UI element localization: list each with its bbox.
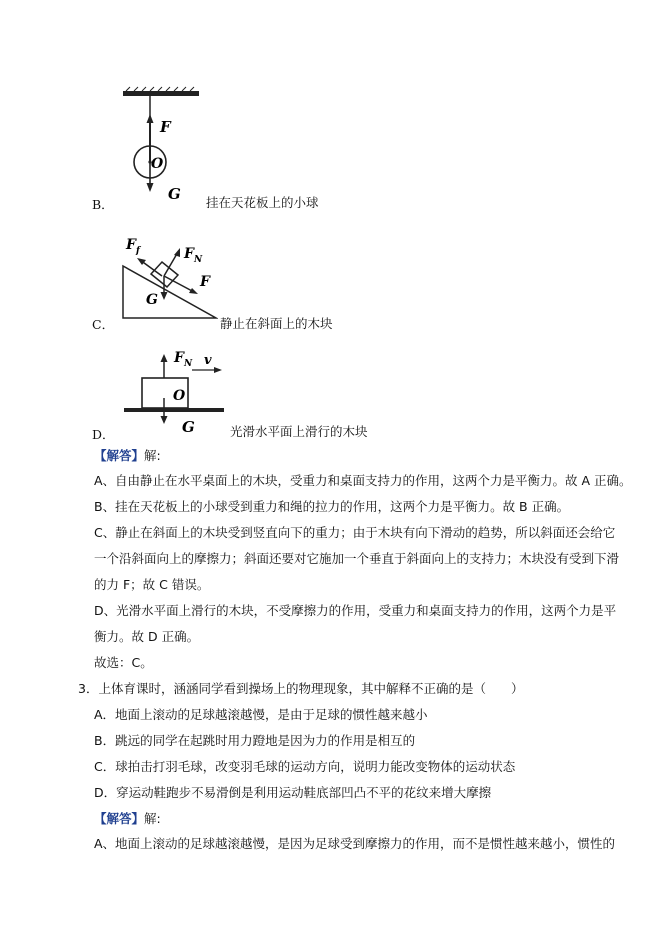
label-G: G bbox=[182, 418, 195, 434]
answer-line: C、静止在斜面上的木块受到竖直向下的重力；由于木块有向下滑动的趋势，所以斜面还会给它 bbox=[94, 525, 616, 540]
figure-incline-block bbox=[118, 232, 218, 320]
answer-line: A、自由静止在水平桌面上的木块，受重力和桌面支持力的作用，这两个力是平衡力。故 A 正确。 bbox=[94, 473, 632, 488]
label-G: G bbox=[168, 185, 181, 203]
answer-line: D、光滑水平面上滑行的木块，不受摩擦力的作用，受重力和桌面支持力的作用，这两个力是平 bbox=[94, 603, 617, 618]
option-letter-c: C． bbox=[92, 317, 115, 332]
answer-intro: 解: bbox=[144, 811, 161, 826]
answer-header bbox=[94, 811, 161, 827]
answer-result: 故选：C。 bbox=[94, 655, 153, 670]
answer-intro: 解: bbox=[144, 448, 161, 463]
caption-incline-block: 静止在斜面上的木块 bbox=[220, 316, 333, 331]
choice-a: A．地面上滚动的足球越滚越慢，是由于足球的惯性越来越小 bbox=[94, 707, 428, 722]
figure-sliding-block bbox=[118, 346, 228, 434]
answer-tag: 【解答】 bbox=[94, 448, 145, 463]
answer-line: A、地面上滚动的足球越滚越慢，是因为足球受到摩擦力的作用，而不是惯性越来越小，惯性的 bbox=[94, 836, 616, 851]
answer-line: 的力 F；故 C 错误。 bbox=[94, 577, 210, 592]
label-Ff: $F_f$ bbox=[126, 237, 140, 256]
choice-c: C．球拍击打羽毛球，改变羽毛球的运动方向，说明力能改变物体的运动状态 bbox=[94, 759, 516, 774]
label-G: G bbox=[146, 292, 158, 308]
caption-hanging-ball: 挂在天花板上的小球 bbox=[206, 195, 319, 210]
label-FN: $F_N$ bbox=[184, 246, 203, 265]
question-stem: 3．上体育课时，涵涵同学看到操场上的物理现象，其中解释不正确的是（ ） bbox=[78, 681, 524, 696]
label-F: F bbox=[200, 274, 210, 290]
answer-tag: 【解答】 bbox=[94, 811, 145, 826]
figure-hanging-ball bbox=[118, 84, 204, 204]
label-FN: $F_N$ bbox=[174, 350, 193, 369]
label-O: O bbox=[173, 388, 186, 404]
option-letter-b: B． bbox=[92, 197, 114, 212]
answer-line: 一个沿斜面向上的摩擦力；斜面还要对它施加一个垂直于斜面向上的支持力；木块没有受到下滑 bbox=[94, 551, 620, 566]
label-O: O bbox=[151, 156, 164, 172]
label-F: F bbox=[160, 118, 171, 136]
answer-line: 衡力。故 D 正确。 bbox=[94, 629, 200, 644]
option-letter-d: D． bbox=[92, 427, 115, 442]
choice-b: B．跳远的同学在起跳时用力蹬地是因为力的作用是相互的 bbox=[94, 733, 416, 748]
caption-sliding-block: 光滑水平面上滑行的木块 bbox=[230, 424, 368, 439]
label-v: v bbox=[204, 353, 212, 368]
answer-header bbox=[94, 448, 161, 464]
answer-line: B、挂在天花板上的小球受到重力和绳的拉力的作用，这两个力是平衡力。故 B 正确。 bbox=[94, 499, 570, 514]
choice-d: D．穿运动鞋跑步不易滑倒是利用运动鞋底部凹凸不平的花纹来增大摩擦 bbox=[94, 785, 492, 800]
